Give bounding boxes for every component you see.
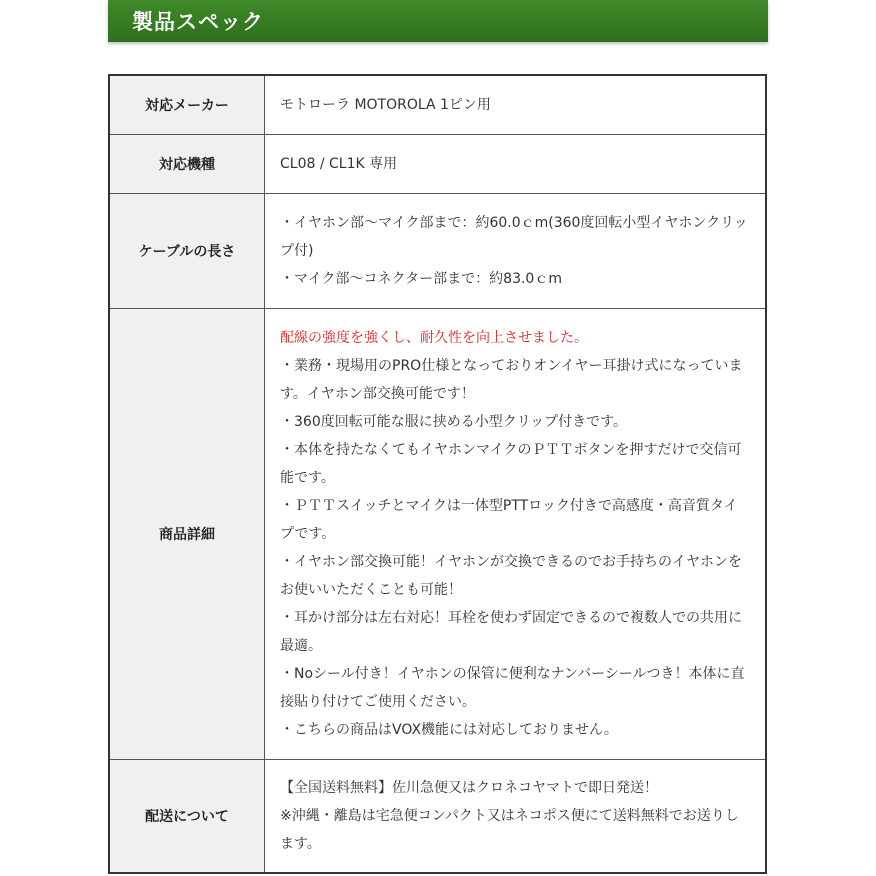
row-label-maker: 対応メーカー [109,75,265,134]
details-line: ・本体を持たなくてもイヤホンマイクのＰＴＴボタンを押すだけで交信可能です。 [280,441,742,486]
row-label-details: 商品詳細 [109,308,265,759]
table-row [109,75,766,134]
table-row [109,134,766,193]
table-row [109,193,766,308]
details-line: ・業務・現場用のPRO仕様となっておりオンイヤー耳掛け式になっています。イヤホン部交換可能です！ [280,357,743,402]
row-value-maker [265,75,767,134]
row-label-shipping: 配送について [109,759,265,873]
shipping-line: 【全国送料無料】佐川急便又はクロネコヤマトで即日発送！ [280,779,658,796]
row-value-details [265,308,767,759]
maker-text: モトローラ MOTOROLA 1ピン用 [280,96,491,113]
details-line: ・こちらの商品はVOX機能には対応しておりません。 [280,721,618,738]
shipping-line: ※沖縄・離島は宅急便コンパクト又はネコポス便にて送料無料でお送りします。 [280,807,739,852]
table-row [109,308,766,759]
details-line: ・ＰＴＴスイッチとマイクは一体型PTTロック付きで高感度・高音質タイプです。 [280,497,738,542]
table-row [109,759,766,873]
details-line: ・360度回転可能な服に挟める小型クリップ付きです。 [280,413,628,430]
section-header [108,0,768,42]
details-highlight: 配線の強度を強くし、耐久性を向上させました。 [280,329,588,346]
row-value-shipping [265,759,767,873]
row-label-cable-length: ケーブルの長さ [109,193,265,308]
details-line: ・イヤホン部交換可能！イヤホンが交換できるのでお手持ちのイヤホンをお使いいただくことも可能！ [280,553,742,598]
cable-length-line: ・マイク部～コネクター部まで：約83.0ｃm [280,270,562,287]
row-value-cable-length [265,193,767,308]
cable-length-line: ・イヤホン部～マイク部まで：約60.0ｃm(360度回転小型イヤホンクリップ付) [280,214,748,259]
row-value-model [265,134,767,193]
model-text: CL08 / CL1K 専用 [280,155,398,172]
spec-table [108,74,767,874]
row-label-model: 対応機種 [109,134,265,193]
details-line: ・耳かけ部分は左右対応！耳栓を使わず固定できるので複数人での共用に最適。 [280,609,742,654]
section-title: 製品スペック [132,10,264,34]
details-line: ・Noシール付き！イヤホンの保管に便利なナンバーシールつき！本体に直接貼り付けてご使用ください。 [280,665,745,710]
